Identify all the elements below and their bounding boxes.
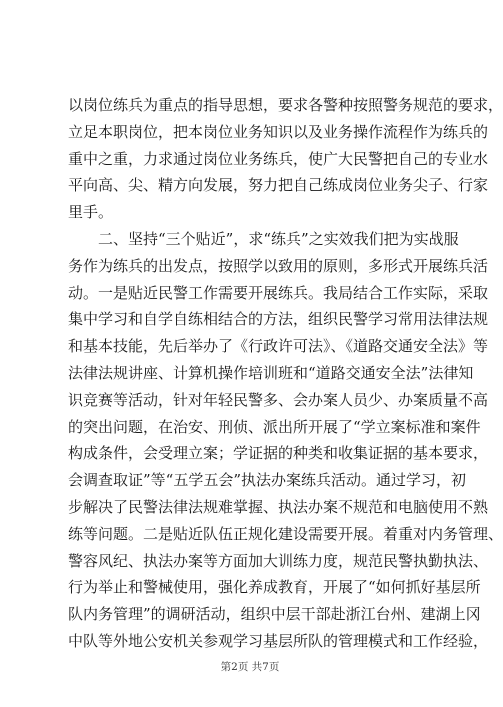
text-line: 动。一是贴近民警工作需要开展练兵。我局结合工作实际，采取 (68, 283, 489, 302)
text-line: 步解决了民警法律法规难掌握、执法办案不规范和电脑使用不熟 (68, 497, 489, 516)
text-line: 队内务管理”的调研活动，组织中层干部赴浙江台州、建湖上冈 (68, 605, 481, 624)
text-line: 二、坚持“三个贴近”，求“练兵”之实效我们把为实战服 (68, 229, 459, 248)
text-line: 以岗位练兵为重点的指导思想，要求各警种按照警务规范的要求， (68, 96, 503, 114)
text-line: 和基本技能，先后举办了《行政许可法》、《道路交通安全法》等 (68, 337, 489, 356)
text-line: 务作为练兵的出发点，按照学以致用的原则，多形式开展练兵活 (68, 256, 489, 275)
text-line: 立足本职岗位，把本岗位业务知识以及业务操作流程作为练兵的 (68, 122, 489, 141)
text-line: 警容风纪、执法办案等方面加大训练力度，规范民警执勤执法、 (68, 551, 489, 570)
page-footer: 第2页 共7页 (220, 661, 280, 673)
body-text (68, 92, 503, 655)
text-line: 行为举止和警械使用，强化养成教育，开展了“如何抓好基层所 (68, 578, 481, 597)
text-line: 平向高、尖、精方向发展，努力把自己练成岗位业务尖子、行家 (68, 176, 489, 195)
text-line: 集中学习和自学自练相结合的方法，组织民警学习常用法律法规 (68, 310, 489, 329)
text-line: 中队等外地公安机关参观学习基层所队的管理模式和工作经验， (68, 631, 489, 650)
text-line: 里手。 (68, 203, 114, 222)
text-line: 构成条件，会受理立案；学证据的种类和收集证据的基本要求， (68, 444, 489, 463)
text-line: 练等问题。二是贴近队伍正规化建设需要开展。着重对内务管理、 (68, 524, 503, 543)
text-line: 重中之重，力求通过岗位业务练兵，使广大民警把自己的专业水 (68, 149, 489, 168)
text-line: 识竞赛等活动，针对年轻民警多、会办案人员少、办案质量不高 (68, 390, 489, 409)
text-line: 会调查取证”等“五学五会”执法办案练兵活动。通过学习，初 (68, 471, 467, 490)
text-line: 的突出问题，在治安、刑侦、派出所开展了“学立案标准和案件 (68, 417, 481, 436)
text-line: 法律法规讲座、计算机操作培训班和“道路交通安全法”法律知 (68, 363, 474, 382)
